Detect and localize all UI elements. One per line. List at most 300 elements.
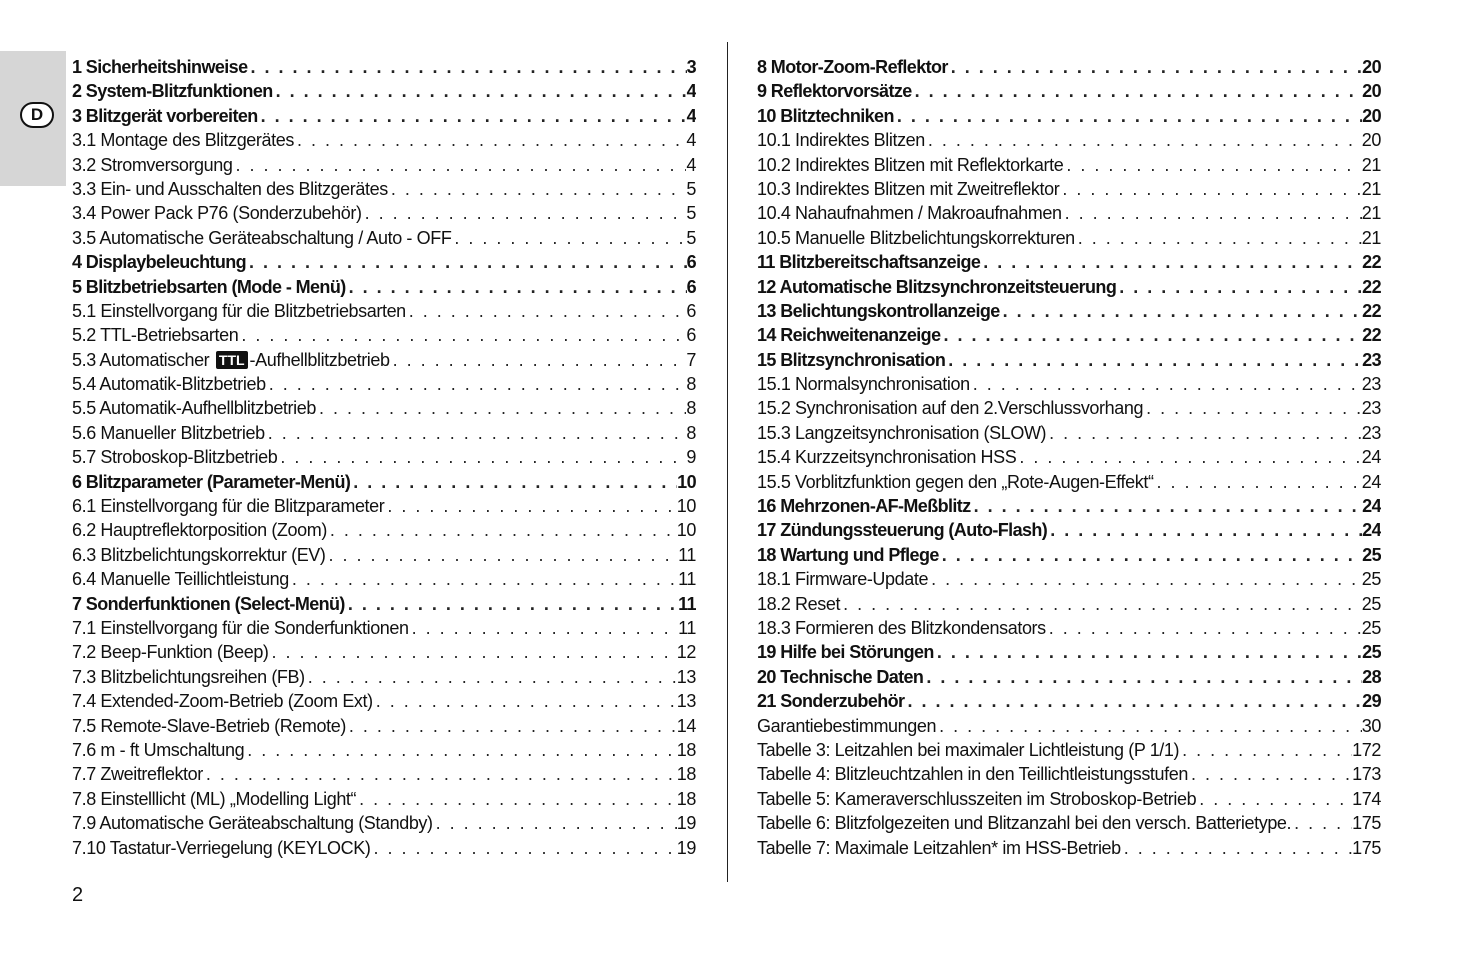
toc-entry-page: 25 [1361,593,1381,614]
toc-entry-title-text: 15.2 Synchronisation auf den 2.Verschlussvorhang [757,398,1144,419]
toc-entry-title-text: 15 Blitzsynchronisation [757,349,946,370]
toc-entry[interactable] [72,79,696,103]
toc-entry-title-text: 12 Automatische Blitzsynchronzeitsteuerung [757,276,1117,297]
toc-entry[interactable] [72,567,696,591]
toc-entry-title [72,201,362,225]
toc-leader-dots [1121,836,1352,860]
toc-entry-title-text: 6 Blitzparameter (Parameter-Menü) [72,471,351,492]
toc-entry-title [72,616,409,640]
toc-entry-title [757,836,1121,860]
toc-entry[interactable] [72,836,696,860]
toc-entry-title-text: 18 Wartung und Pflege [757,544,939,565]
toc-leader-dots [277,445,686,469]
toc-entry[interactable] [72,55,696,79]
toc-entry-title-text: 18.3 Formieren des Blitzkondensators [757,617,1046,638]
toc-leader-dots [1016,445,1361,469]
toc-entry-page: 11 [678,569,696,590]
toc-entry[interactable] [72,811,696,835]
toc-entry-title [757,128,925,152]
toc-leader-dots [1188,762,1352,786]
toc-entry-title [757,787,1196,811]
toc-leader-dots [265,421,687,445]
toc-leader-dots [356,787,677,811]
toc-leader-dots [1062,201,1362,225]
toc-entry-title-text: 2 System-Blitzfunktionen [72,81,273,102]
toc-entry-title [72,348,390,372]
toc-leader-dots [948,55,1362,79]
toc-leader-dots [258,104,687,128]
toc-entry[interactable] [72,518,696,542]
toc-entry-title [72,738,244,762]
toc-entry-title-text: 14 Reichweitenanzeige [757,325,941,346]
toc-leader-dots [370,836,676,860]
toc-leader-dots [305,665,677,689]
toc-entry-title [757,348,945,372]
toc-entry-title-text: 10 Blitztechniken [757,105,894,126]
toc-entry-title-text: 7.1 Einstellvorgang für die Sonderfunktionen [72,617,409,638]
toc-entry-title-text: 15.1 Normalsynchronisation [757,374,970,395]
toc-entry-title [757,689,904,713]
toc-entry-title-text: 3.1 Montage des Blitzgerätes [72,130,294,151]
toc-leader-dots [346,714,677,738]
toc-leader-dots [934,640,1362,664]
toc-entry-title [757,323,940,347]
toc-entry-page: 6 [686,252,696,273]
toc-leader-dots [1154,470,1362,494]
toc-entry-page: 4 [686,81,696,102]
toc-entry-page: 25 [1362,642,1381,663]
toc-entry-title [72,543,326,567]
toc-entry[interactable] [72,470,696,494]
toc-entry-page: 4 [686,154,696,175]
toc-leader-dots [269,640,677,664]
toc-entry-title-text: 7.3 Blitzbelichtungsreihen (FB) [72,666,305,687]
toc-leader-dots [266,372,687,396]
toc-entry-title [757,275,1116,299]
toc-entry-title-text: 21 Sonderzubehör [757,691,905,712]
toc-entry-page: 174 [1352,788,1381,809]
toc-leader-dots [939,543,1362,567]
toc-entry-page: 18 [676,764,696,785]
toc-leader-dots [1179,738,1352,762]
toc-entry-page: 22 [1362,300,1381,321]
toc-leader-dots [980,250,1362,274]
toc-entry-title [757,567,928,591]
toc-entry[interactable] [757,494,1381,518]
toc-leader-dots [912,79,1363,103]
toc-entry[interactable] [757,177,1381,201]
toc-entry-page: 3 [686,57,696,77]
toc-entry-title-text: 9 Reflektorvorsätze [757,81,912,102]
toc-entry-page: 29 [1362,691,1381,712]
toc-entry-title [72,226,451,250]
toc-leader-dots [289,567,678,591]
toc-entry-title-text: 3 Blitzgerät vorbereiten [72,105,258,126]
toc-entry[interactable] [757,79,1381,103]
toc-leader-dots [362,201,687,225]
toc-entry-title [757,592,840,616]
toc-entry[interactable] [757,445,1381,469]
toc-entry-page: 25 [1362,544,1381,565]
toc-entry-page: 11 [678,617,696,638]
toc-entry-title-text: 5.3 Automatischer [72,349,210,370]
toc-entry-title-text: 1 Sicherheitshinweise [72,57,248,77]
toc-entry-title [72,275,346,299]
toc-entry-page: 23 [1361,398,1381,419]
toc-entry[interactable] [72,299,696,323]
toc-entry-title [757,811,1291,835]
toc-entry[interactable] [72,396,696,420]
toc-leader-dots [273,79,687,103]
toc-leader-dots [1063,153,1361,177]
toc-entry[interactable] [72,445,696,469]
toc-entry[interactable] [72,689,696,713]
toc-entry-page: 24 [1361,447,1381,468]
toc-entry-title-text: Tabelle 5: Kameraverschlusszeiten im Stroboskop-Betrieb [757,788,1197,809]
toc-entry-title [757,201,1062,225]
toc-entry-title-text: Garantiebestimmungen [757,715,937,736]
toc-entry[interactable] [757,787,1381,811]
toc-entry-title-text: 6.3 Blitzbelichtungskorrektur (EV) [72,544,326,565]
toc-entry-title-text: 20 Technische Daten [757,666,924,687]
toc-entry-title [757,55,948,79]
toc-entry-page: 11 [678,593,696,614]
toc-entry-page: 28 [1362,666,1381,687]
toc-entry-page: 10 [676,496,696,517]
toc-entry[interactable] [757,323,1381,347]
toc-entry-title-text: 7.7 Zweitreflektor [72,764,203,785]
toc-entry-title-text: 15.4 Kurzzeitsynchronisation HSS [757,447,1017,468]
toc-entry[interactable] [72,421,696,445]
toc-entry-page: 10 [677,471,696,492]
toc-leader-dots [1046,421,1362,445]
toc-entry-page: 175 [1352,813,1381,834]
toc-entry[interactable] [72,543,696,567]
toc-entry-title [757,738,1179,762]
toc-entry-page: 5 [686,178,696,199]
toc-entry-title [757,396,1143,420]
toc-entry[interactable] [757,738,1381,762]
toc-leader-dots [451,226,686,250]
toc-leader-dots [1116,275,1362,299]
toc-entry-page: 14 [676,715,696,736]
toc-entry-page: 20 [1361,130,1381,151]
toc-leader-dots [1000,299,1363,323]
toc-entry-title [72,470,350,494]
toc-entry-title [72,518,327,542]
toc-entry[interactable] [757,592,1381,616]
toc-entry-title [757,518,1047,542]
toc-entry-title-text: 3.5 Automatische Geräteabschaltung / Auto - OFF [72,227,452,248]
toc-entry[interactable] [757,104,1381,128]
toc-entry-title-text: 10.1 Indirektes Blitzen [757,130,925,151]
toc-entry[interactable] [72,177,696,201]
toc-left-column [72,55,696,860]
toc-leader-dots [840,592,1362,616]
toc-leader-dots [406,299,687,323]
toc-entry-page: 10 [676,520,696,541]
toc-entry-page: 5 [686,203,696,224]
toc-entry[interactable] [757,421,1381,445]
toc-entry-title-text: 5.4 Automatik-Blitzbetrieb [72,374,266,395]
toc-leader-dots [390,348,687,372]
toc-entry-page: 12 [676,642,696,663]
toc-entry-page: 23 [1361,374,1381,395]
toc-leader-dots [326,543,679,567]
toc-leader-dots [316,396,686,420]
toc-leader-dots [327,518,677,542]
toc-entry[interactable] [72,714,696,738]
toc-entry-title-text: 7.5 Remote-Slave-Betrieb (Remote) [72,715,346,736]
toc-entry-title [72,79,273,103]
toc-entry-title [757,762,1188,786]
toc-leader-dots [1047,518,1362,542]
toc-entry-title-text: 10.3 Indirektes Blitzen mit Zweitreflektor [757,178,1060,199]
toc-entry-title-text: 3.2 Stromversorgung [72,154,233,175]
toc-entry-title [72,592,345,616]
toc-entry-title-text: 15.3 Langzeitsynchronisation (SLOW) [757,422,1047,443]
toc-entry[interactable] [72,665,696,689]
toc-entry-page: 21 [1361,178,1381,199]
toc-entry-page: 13 [676,691,696,712]
toc-leader-dots [925,128,1362,152]
toc-entry-page: 20 [1362,105,1381,126]
toc-entry-page: 21 [1361,227,1381,248]
toc-entry-title-text: 6.2 Hauptreflektorposition (Zoom) [72,520,327,541]
toc-leader-dots [940,323,1362,347]
toc-entry-title [757,543,939,567]
toc-entry-page: 173 [1352,764,1381,785]
toc-entry-page: 19 [676,813,696,834]
toc-entry-title [72,762,203,786]
toc-entry[interactable] [72,372,696,396]
toc-entry-page: 8 [686,422,696,443]
toc-entry[interactable] [757,128,1381,152]
toc-leader-dots [1143,396,1362,420]
toc-entry-title-text: 4 Displaybeleuchtung [72,252,247,273]
toc-entry[interactable] [72,348,696,372]
toc-leader-dots [346,275,687,299]
toc-entry[interactable] [757,640,1381,664]
toc-entry-title-text: 16 Mehrzonen-AF-Meßblitz [757,496,971,517]
toc-entry-page: 18 [676,788,696,809]
toc-entry[interactable] [72,153,696,177]
toc-entry-title [757,665,923,689]
toc-entry-title-text: 17 Zündungssteuerung (Auto-Flash) [757,520,1048,541]
toc-entry[interactable] [757,714,1381,738]
toc-entry[interactable] [757,518,1381,542]
toc-entry-title-text: 18.1 Firmware-Update [757,569,929,590]
toc-entry[interactable] [72,275,696,299]
toc-entry[interactable] [757,153,1381,177]
toc-entry[interactable] [757,811,1381,835]
toc-entry-title-text: 15.5 Vorblitzfunktion gegen den „Rote-Augen-Effekt“ [757,471,1154,492]
toc-entry-title [757,640,934,664]
toc-entry-page: 13 [676,666,696,687]
toc-leader-dots [433,811,677,835]
toc-entry-title [72,372,266,396]
toc-entry[interactable] [757,665,1381,689]
toc-entry-title-text: 18.2 Reset [757,593,841,614]
toc-entry-title [757,250,980,274]
toc-entry-title-text: 7.6 m - ft Umschaltung [72,739,245,760]
toc-entry-page: 7 [686,349,696,370]
toc-leader-dots [294,128,686,152]
language-badge: D [20,102,54,128]
toc-entry-title-text: 6.1 Einstellvorgang für die Blitzparameter [72,496,385,517]
toc-entry-title-text: 7.9 Automatische Geräteabschaltung (Standby) [72,813,433,834]
toc-entry-title-text: 5.1 Einstellvorgang für die Blitzbetriebsarten [72,300,406,321]
toc-leader-dots [928,567,1362,591]
page-number: 2 [72,884,84,906]
toc-entry-title [757,714,936,738]
toc-entry-title [72,55,247,79]
toc-entry[interactable] [757,226,1381,250]
toc-entry-page: 6 [686,325,696,346]
toc-entry-title [72,153,232,177]
toc-entry[interactable] [72,226,696,250]
toc-entry-page: 24 [1361,471,1381,492]
toc-entry-title-text: 7.4 Extended-Zoom-Betrieb (Zoom Ext) [72,691,373,712]
toc-leader-dots [1059,177,1361,201]
ttl-badge-icon: TTL [216,351,248,369]
toc-entry-page: 23 [1361,422,1381,443]
toc-entry-title-text: Tabelle 3: Leitzahlen bei maximaler Lichtleistung (P 1/1) [757,739,1180,760]
toc-entry-title-text: 19 Hilfe bei Störungen [757,642,934,663]
toc-entry-title-text: 7.8 Einstelllicht (ML) „Modelling Light“ [72,788,357,809]
toc-leader-dots [970,372,1362,396]
toc-entry-title-text: 5.7 Stroboskop-Blitzbetrieb [72,447,278,468]
toc-entry-page: 22 [1362,325,1381,346]
toc-entry-title [757,226,1075,250]
toc-entry-page: 21 [1361,203,1381,224]
toc-entry[interactable] [757,689,1381,713]
toc-entry-page: 22 [1362,276,1381,297]
toc-entry-title-text: 5.2 TTL-Betriebsarten [72,325,239,346]
toc-leader-dots [247,55,686,79]
toc-entry-title [72,104,258,128]
toc-entry[interactable] [757,201,1381,225]
toc-entry-title [72,250,246,274]
toc-entry[interactable] [72,787,696,811]
toc-entry-title-text: 13 Belichtungskontrollanzeige [757,300,1000,321]
toc-entry-title-text: 10.4 Nahaufnahmen / Makroaufnahmen [757,203,1062,224]
toc-leader-dots [373,689,677,713]
toc-entry[interactable] [757,470,1381,494]
toc-leader-dots [238,323,686,347]
toc-entry[interactable] [757,250,1381,274]
toc-right-column [757,55,1381,860]
toc-entry-page: 9 [686,447,696,468]
toc-entry-title [757,177,1059,201]
toc-entry-page: 6 [686,300,696,321]
column-divider [727,42,728,882]
toc-leader-dots [203,762,677,786]
toc-entry[interactable] [72,494,696,518]
toc-entry[interactable] [757,275,1381,299]
toc-entry-page: 6 [686,276,696,297]
toc-leader-dots [945,348,1362,372]
toc-entry-title-text: 8 Motor-Zoom-Reflektor [757,57,948,77]
toc-entry[interactable] [72,616,696,640]
toc-leader-dots [894,104,1362,128]
toc-entry[interactable] [72,592,696,616]
toc-entry-page: 30 [1361,715,1381,736]
toc-entry-title-text: 6.4 Manuelle Teillichtleistung [72,569,289,590]
toc-entry[interactable] [757,348,1381,372]
toc-entry[interactable] [72,323,696,347]
toc-entry-title-text: 7.2 Beep-Funktion (Beep) [72,642,269,663]
toc-entry-title [757,299,1000,323]
toc-entry[interactable] [757,543,1381,567]
toc-entry-title [757,153,1063,177]
toc-entry-page: 25 [1361,617,1381,638]
toc-entry[interactable] [72,250,696,274]
toc-entry-title [72,396,316,420]
toc-entry[interactable] [757,55,1381,79]
toc-entry-page: 21 [1361,154,1381,175]
toc-entry-page: 175 [1352,837,1381,858]
toc-entry-title [757,79,912,103]
toc-entry[interactable] [72,762,696,786]
toc-entry[interactable] [757,299,1381,323]
toc-leader-dots [971,494,1363,518]
toc-entry[interactable] [72,640,696,664]
toc-leader-dots [388,177,687,201]
toc-entry-page: 11 [678,544,696,565]
toc-entry[interactable] [757,836,1381,860]
toc-leader-dots [246,250,687,274]
toc-entry[interactable] [757,567,1381,591]
toc-entry-page: 19 [676,837,696,858]
toc-entry-title [72,714,346,738]
toc-entry[interactable] [72,128,696,152]
toc-entry-page: 22 [1362,252,1381,273]
toc-leader-dots [1046,616,1362,640]
toc-entry-title [72,323,238,347]
toc-entry-page: 8 [686,374,696,395]
toc-entry-page: 23 [1362,349,1381,370]
toc-entry-title [72,445,277,469]
toc-entry-title [757,494,971,518]
toc-entry-page: 4 [686,130,696,151]
toc-entry-title [72,665,305,689]
toc-entry-title [72,299,406,323]
toc-entry[interactable] [72,738,696,762]
toc-entry[interactable] [72,201,696,225]
toc-entry-title [72,787,356,811]
toc-leader-dots [1291,811,1352,835]
toc-leader-dots [244,738,677,762]
toc-entry-title-text: 11 Blitzbereitschaftsanzeige [757,252,981,273]
toc-leader-dots [923,665,1362,689]
toc-entry-page: 8 [686,398,696,419]
toc-entry-page: 18 [676,739,696,760]
toc-entry-page: 4 [686,105,696,126]
toc-entry[interactable] [757,372,1381,396]
toc-entry-title-text: 7 Sonderfunktionen (Select-Menü) [72,593,345,614]
toc-entry-title [72,567,289,591]
toc-leader-dots [232,153,686,177]
toc-entry[interactable] [757,616,1381,640]
toc-entry-page: 5 [686,227,696,248]
toc-entry-title [72,421,265,445]
toc-entry[interactable] [72,104,696,128]
toc-entry[interactable] [757,762,1381,786]
toc-entry[interactable] [757,396,1381,420]
toc-entry-title-text: 10.5 Manuelle Blitzbelichtungskorrekturen [757,227,1075,248]
toc-entry-title [757,372,970,396]
